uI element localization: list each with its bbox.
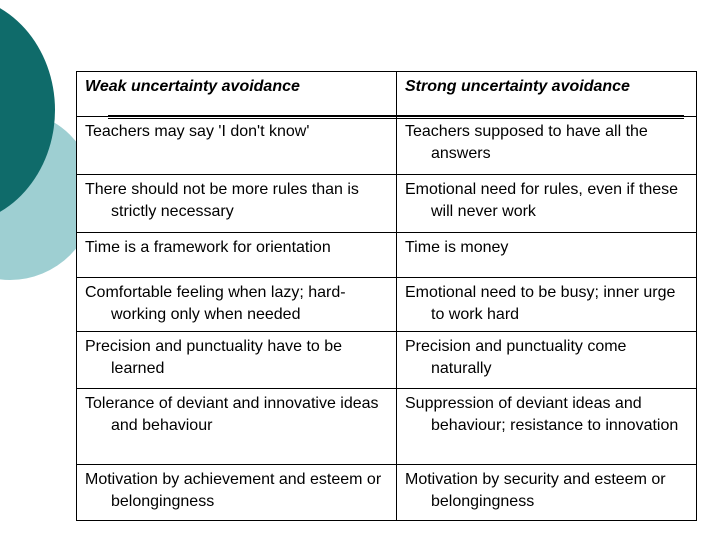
table-row <box>77 233 697 278</box>
cell-weak <box>77 465 397 521</box>
cell-weak-text: Time is a framework for orientation <box>85 239 331 256</box>
table-row <box>77 389 697 465</box>
cell-strong-text: Precision and punctuality come naturally <box>405 338 627 377</box>
cell-strong-text: Emotional need to be busy; inner urge to work hard <box>405 284 676 323</box>
cell-strong <box>397 175 697 233</box>
cell-weak-text: Precision and punctuality have to be learned <box>85 338 343 377</box>
cell-weak-text: There should not be more rules than is strictly necessary <box>85 181 359 220</box>
table-header-row <box>77 72 697 117</box>
cell-weak <box>77 332 397 389</box>
table-row <box>77 465 697 521</box>
cell-strong <box>397 389 697 465</box>
table-row <box>77 278 697 332</box>
cell-weak-text: Motivation by achievement and esteem or belongingness <box>85 471 382 510</box>
cell-strong <box>397 465 697 521</box>
table-row <box>77 332 697 389</box>
cell-strong-text: Teachers supposed to have all the answers <box>405 123 648 162</box>
cell-weak-text: Tolerance of deviant and innovative ideas and behaviour <box>85 395 379 434</box>
cell-weak <box>77 278 397 332</box>
header-divider-line <box>108 118 684 119</box>
cell-strong <box>397 278 697 332</box>
cell-strong-text: Suppression of deviant ideas and behaviour; resistance to innovation <box>405 395 679 434</box>
cell-strong <box>397 117 697 175</box>
cell-weak <box>77 117 397 175</box>
cell-weak <box>77 233 397 278</box>
header-weak: Weak uncertainty avoidance <box>77 72 397 117</box>
header-strong: Strong uncertainty avoidance <box>397 72 697 117</box>
cell-strong-text: Time is money <box>405 239 509 256</box>
table-row <box>77 117 697 175</box>
cell-strong <box>397 233 697 278</box>
uncertainty-avoidance-table <box>76 71 697 521</box>
table-row <box>77 175 697 233</box>
cell-strong-text: Motivation by security and esteem or belongingness <box>405 471 666 510</box>
header-divider-line <box>108 115 684 116</box>
cell-weak-text: Teachers may say 'I don't know' <box>85 123 310 140</box>
cell-strong <box>397 332 697 389</box>
cell-weak <box>77 175 397 233</box>
cell-weak <box>77 389 397 465</box>
cell-strong-text: Emotional need for rules, even if these will never work <box>405 181 679 220</box>
cell-weak-text: Comfortable feeling when lazy; hard-working only when needed <box>85 284 346 323</box>
